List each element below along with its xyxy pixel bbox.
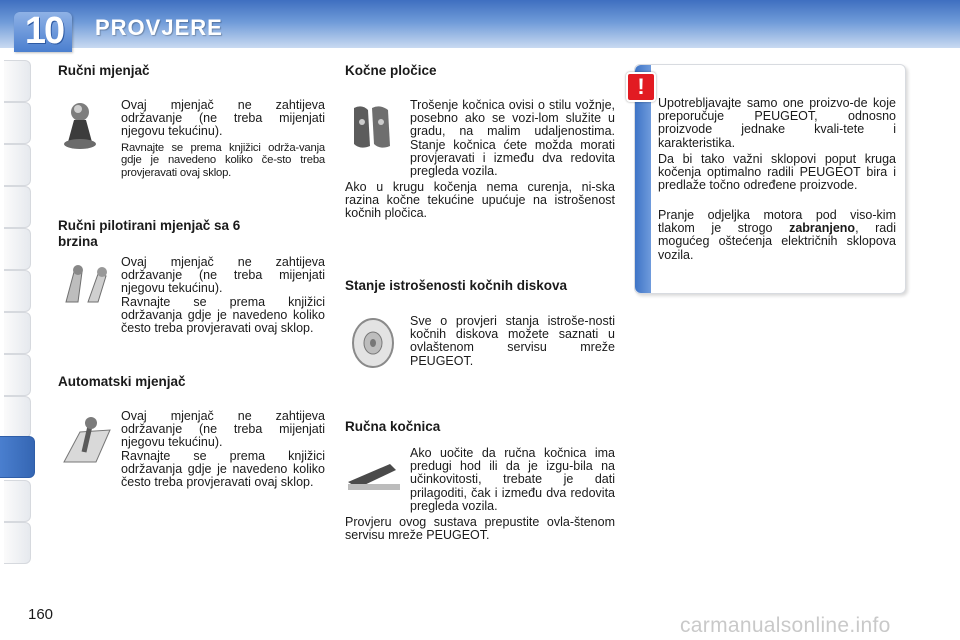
side-tab[interactable] xyxy=(4,186,31,228)
automatic-gearbox-text-1: Ovaj mjenjač ne zahtijeva održavanje (ne treba mijenjati njegovu tekućinu). xyxy=(121,409,325,450)
side-tab[interactable] xyxy=(4,102,31,144)
page-title: PROVJERE xyxy=(95,15,223,40)
handbrake-text-intro: Ako uočite da ručna kočnica ima predugi hod ili da je izgu-bila na učinkovitosti, trebate je dati prilagoditi, čak i između dva redovita pregleda vozila. xyxy=(410,446,615,513)
side-tab-active[interactable] xyxy=(0,436,35,478)
handbrake-text-2: Provjeru ovog sustava prepustite ovla-štenom servisu mreže PEUGEOT. xyxy=(345,515,615,543)
chapter-number: 10 xyxy=(24,10,64,52)
warning-text-3 xyxy=(658,209,896,262)
warning-text-3-bold: zabranjeno xyxy=(789,221,856,236)
side-tab[interactable] xyxy=(4,60,31,102)
side-tab[interactable] xyxy=(4,144,31,186)
warning-exclamation-icon: ! xyxy=(626,72,656,102)
piloted-gearbox-lever-icon xyxy=(60,258,114,310)
side-tab[interactable] xyxy=(4,354,31,396)
warning-text-1: Upotrebljavajte samo one proizvo-de koje preporučuje PEUGEOT, odnosno proizvode jednake kvali-tete i karakteristika. xyxy=(658,96,896,150)
section-title-brake-pads: Kočne pločice xyxy=(345,63,437,78)
warning-text-3-start: Pranje odjeljka motora pod viso-kim tlakom je strogo xyxy=(658,208,896,236)
automatic-gear-selector-icon xyxy=(60,412,114,468)
brake-discs-text: Sve o provjeri stanja istroše-nosti kočnih diskova možete saznati u ovlaštenom servisu mreže PEUGEOT. xyxy=(410,314,615,368)
manual-gear-lever-icon xyxy=(58,98,108,152)
piloted-gearbox-text-2: Ravnajte se prema knjižici održavanja gdje je navedeno koliko često treba provjeravati ovaj sklop. xyxy=(121,295,325,336)
piloted-gearbox-text-1: Ovaj mjenjač ne zahtijeva održavanje (ne treba mijenjati njegovu tekućinu). xyxy=(121,255,325,296)
section-title-piloted-gearbox: Ručni pilotirani mjenjač sa 6 brzina xyxy=(58,218,241,249)
manual-gearbox-text-1: Ovaj mjenjač ne zahtijeva održavanje (ne treba mijenjati njegovu tekućinu). xyxy=(121,98,325,139)
automatic-gearbox-text-2: Ravnajte se prema knjižici održavanja gdje je navedeno koliko često treba provjeravati ovaj sklop. xyxy=(121,449,325,490)
page-number: 160 xyxy=(28,606,54,623)
section-title-manual-gearbox: Ručni mjenjač xyxy=(58,63,150,78)
side-tab[interactable] xyxy=(4,228,31,270)
warning-text-3-end: , radi mogućeg oštećenja električnih sklopova vozila. xyxy=(658,221,896,262)
brake-pads-icon xyxy=(348,100,400,156)
chapter-side-tabs xyxy=(0,48,34,578)
watermark: carmanualsonline.info xyxy=(680,614,891,637)
brake-pads-text-intro: Trošenje kočnica ovisi o stilu vožnje, posebno ako se vozi-lom služite u gradu, na malim udaljenostima. Stanje kočnica ćete možda morati provjeravati i između dva redovita pregleda vozila. xyxy=(410,98,615,179)
section-title-brake-discs: Stanje istrošenosti kočnih diskova xyxy=(345,278,568,293)
side-tab[interactable] xyxy=(4,522,31,564)
section-title-handbrake: Ručna kočnica xyxy=(345,419,441,434)
side-tab[interactable] xyxy=(4,270,31,312)
warning-text-2: Da bi tako važni sklopovi poput kruga kočenja optimalno radili PEUGEOT bira i predlaže točno određene proizvode. xyxy=(658,152,896,193)
brake-disc-icon xyxy=(348,316,398,370)
side-tab[interactable] xyxy=(4,480,31,522)
brake-pads-text-2: Ako u krugu kočenja nema curenja, ni-ska razina kočne tekućine upućuje na istrošenost kočnih pločica. xyxy=(345,180,615,221)
side-tab[interactable] xyxy=(4,396,31,438)
manual-gearbox-text-2: Ravnajte se prema knjižici održa-vanja gdje je navedeno koliko če-sto treba provjeravati ovaj sklop. xyxy=(121,142,325,179)
handbrake-lever-icon xyxy=(346,458,402,494)
side-tab[interactable] xyxy=(4,312,31,354)
section-title-automatic-gearbox: Automatski mjenjač xyxy=(58,374,186,389)
